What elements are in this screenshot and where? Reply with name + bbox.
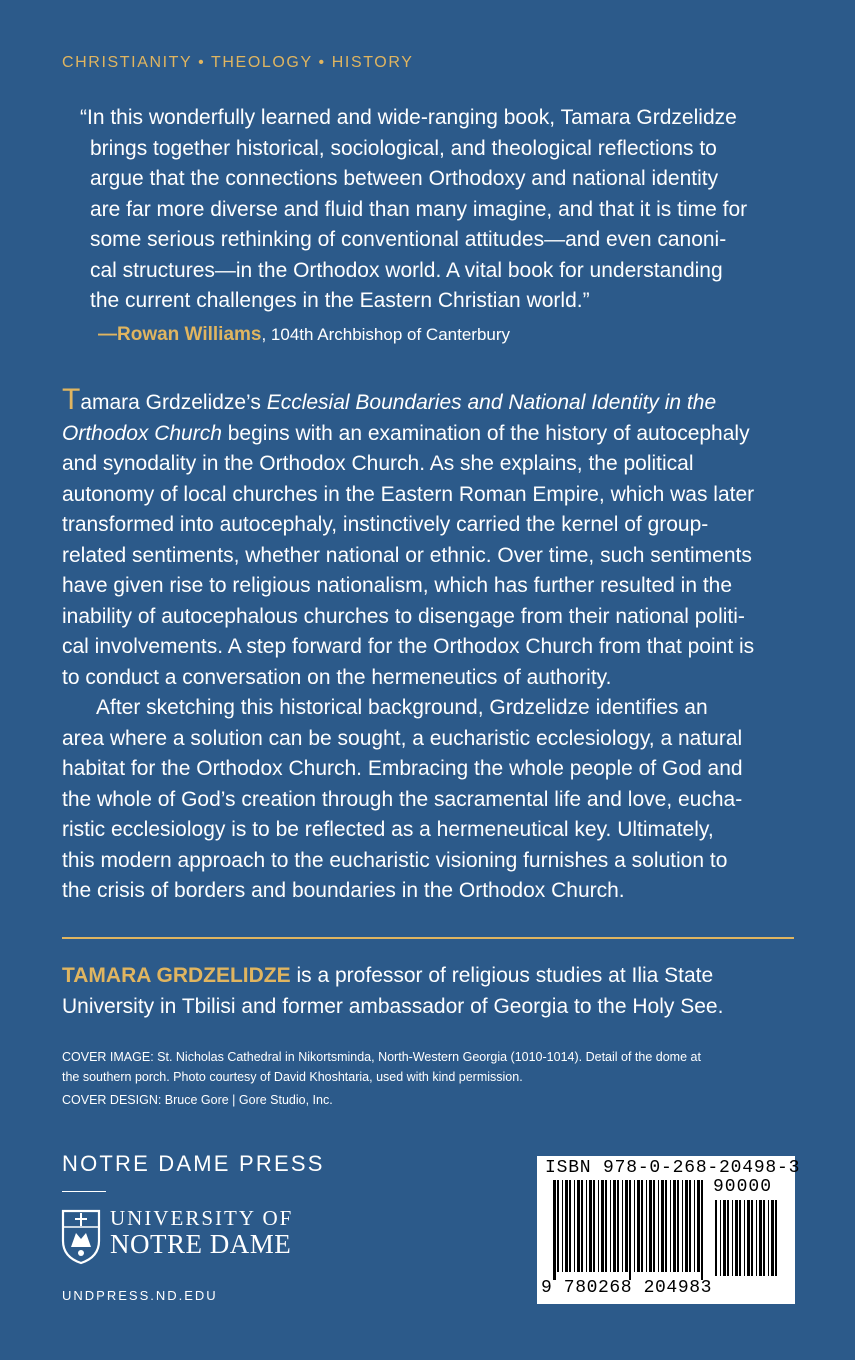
- barcode-bar: [593, 1180, 595, 1272]
- publisher-url: UNDPRESS.ND.EDU: [62, 1288, 218, 1303]
- cover-image-credit: the southern porch. Photo courtesy of David Khoshtaria, used with kind permission.: [62, 1070, 523, 1084]
- barcode-bar: [677, 1180, 679, 1272]
- barcode-bar: [723, 1200, 726, 1276]
- barcode-bar: [756, 1200, 757, 1276]
- barcode-bar: [751, 1200, 753, 1276]
- quote-line: are far more diverse and fluid than many imagine, and that it is time for: [90, 197, 748, 221]
- barcode-bar: [622, 1180, 623, 1272]
- quote-line: the current challenges in the Eastern Christian world.”: [90, 289, 590, 312]
- barcode-bar: [598, 1180, 599, 1272]
- barcode-bar: [565, 1180, 568, 1272]
- endorsement-quote: [80, 103, 790, 317]
- barcode-bar: [670, 1180, 671, 1272]
- publisher-divider: [62, 1191, 106, 1192]
- attribution-name: Rowan Williams: [117, 324, 262, 345]
- barcode-digits: 9 780268 204983: [541, 1278, 713, 1298]
- barcode-bar: [715, 1200, 717, 1276]
- category-label: CHRISTIANITY • THEOLOGY • HISTORY: [62, 54, 414, 71]
- description-line: ristic ecclesiology is to be reflected as a hermeneutical key. Ultimately,: [62, 818, 714, 841]
- barcode-bar: [605, 1180, 607, 1272]
- barcode-bar: [629, 1180, 631, 1280]
- wordmark-line: UNIVERSITY OF: [110, 1206, 294, 1230]
- barcode-bar: [694, 1180, 695, 1272]
- barcode-bar: [689, 1180, 691, 1272]
- description-line: cal involvements. A step forward for the Orthodox Church from that point is: [62, 635, 755, 658]
- author-name: TAMARA GRDZELIDZE: [62, 964, 291, 987]
- barcode-bar: [771, 1200, 774, 1276]
- barcode-bar: [634, 1180, 635, 1272]
- quote-attribution: [98, 324, 510, 346]
- barcode-bar: [577, 1180, 580, 1272]
- quote-line: argue that the connections between Orthodoxy and national identity: [90, 167, 719, 190]
- wordmark-line: NOTRE DAME: [110, 1229, 292, 1259]
- addon-barcode-bars: [715, 1200, 777, 1280]
- barcode-bar: [569, 1180, 571, 1272]
- description-line: and synodality in the Orthodox Church. As she explains, the political: [62, 452, 694, 475]
- barcode-bar: [673, 1180, 676, 1272]
- description-line: Tamara Grdzelidze’s Ecclesial Boundaries and National Identity in the: [62, 383, 717, 416]
- description-line: to conduct a conversation on the hermeneutics of authority.: [62, 665, 612, 689]
- isbn-label: ISBN 978-0-268-20498-3: [545, 1158, 801, 1178]
- barcode-bar: [661, 1180, 664, 1272]
- barcode-bar: [747, 1200, 750, 1276]
- barcode-bar: [574, 1180, 575, 1272]
- barcode-bar: [763, 1200, 765, 1276]
- drop-cap: T: [62, 383, 81, 416]
- bio-line: University in Tbilisi and former ambassador of Georgia to the Holy See.: [62, 995, 724, 1018]
- description-line: After sketching this historical background, Grdzelidze identifies an: [96, 696, 708, 719]
- barcode-bar: [665, 1180, 667, 1272]
- barcode-bar: [727, 1200, 729, 1276]
- barcode-bar: [649, 1180, 652, 1272]
- price-addon-label: 90000: [713, 1177, 773, 1197]
- book-title: Orthodox Church: [62, 421, 222, 445]
- quote-line: some serious rethinking of conventional attitudes—and even canoni-: [90, 228, 727, 251]
- attribution-dash: —: [98, 324, 117, 345]
- quote-line: brings together historical, sociological, and theological reflections to: [90, 136, 717, 160]
- barcode-bar: [720, 1200, 721, 1276]
- barcode-bar: [775, 1200, 777, 1276]
- publisher-name: NOTRE DAME PRESS: [62, 1151, 325, 1176]
- barcode-bar: [646, 1180, 647, 1272]
- barcode-bars: [553, 1180, 703, 1280]
- barcode-bar: [557, 1180, 559, 1272]
- barcode-bar: [697, 1180, 700, 1272]
- barcode-bar: [601, 1180, 604, 1272]
- description-line: area where a solution can be sought, a eucharistic ecclesiology, a natural: [62, 726, 743, 750]
- author-bio: [62, 960, 802, 1022]
- barcode-bar: [641, 1180, 643, 1272]
- barcode-bar: [685, 1180, 688, 1272]
- barcode-bar: [744, 1200, 745, 1276]
- barcode-bar: [732, 1200, 733, 1276]
- book-title: Ecclesial Boundaries and National Identity in the: [266, 391, 717, 414]
- isbn-barcode: [537, 1156, 801, 1304]
- description-line: this modern approach to the eucharistic visioning furnishes a solution to: [62, 848, 728, 872]
- barcode-bar: [768, 1200, 769, 1276]
- barcode-bar: [610, 1180, 611, 1272]
- cover-credits: [62, 1047, 802, 1110]
- section-divider: [62, 937, 794, 939]
- cover-image-credit: COVER IMAGE: St. Nicholas Cathedral in Nikortsminda, North-Western Georgia (1010-1014). Detail of the dome at: [62, 1050, 701, 1064]
- barcode-bar: [589, 1180, 592, 1272]
- quote-line: “In this wonderfully learned and wide-ranging book, Tamara Grdzelidze: [80, 106, 737, 129]
- barcode-bar: [553, 1180, 556, 1280]
- description-line: have given rise to religious nationalism, which has further resulted in the: [62, 574, 733, 597]
- barcode-bar: [735, 1200, 738, 1276]
- quote-line: cal structures—in the Orthodox world. A vital book for understanding: [90, 258, 723, 282]
- university-wordmark: [110, 1206, 293, 1258]
- barcode-bar: [701, 1180, 703, 1280]
- description-line: Orthodox Church begins with an examination of the history of autocephaly: [62, 421, 750, 445]
- barcode-bar: [581, 1180, 583, 1272]
- description-line: inability of autocephalous churches to disengage from their national politi-: [62, 604, 745, 628]
- barcode-bar: [637, 1180, 640, 1272]
- description-line: autonomy of local churches in the Eastern Roman Empire, which was later: [62, 482, 755, 506]
- barcode-bar: [586, 1180, 587, 1272]
- description-line: related sentiments, whether national or ethnic. Over time, such sentiments: [62, 543, 752, 567]
- barcode-bar: [658, 1180, 659, 1272]
- book-description: [62, 383, 802, 907]
- description-line: transformed into autocephaly, instinctively carried the kernel of group-: [62, 513, 709, 536]
- barcode-bar: [682, 1180, 683, 1272]
- barcode-bar: [562, 1180, 563, 1272]
- barcode-bar: [625, 1180, 628, 1272]
- description-line: the crisis of borders and boundaries in the Orthodox Church.: [62, 879, 625, 902]
- university-shield-icon: [60, 1207, 102, 1270]
- description-line: the whole of God’s creation through the sacramental life and love, eucha-: [62, 787, 743, 811]
- bio-line: TAMARA GRDZELIDZE is a professor of religious studies at Ilia State: [62, 964, 714, 987]
- attribution-title: , 104th Archbishop of Canterbury: [261, 325, 511, 344]
- barcode-bar: [653, 1180, 655, 1272]
- barcode-bar: [613, 1180, 616, 1272]
- barcode-bar: [739, 1200, 741, 1276]
- barcode-bar: [759, 1200, 762, 1276]
- barcode-bar: [617, 1180, 619, 1272]
- description-line: habitat for the Orthodox Church. Embracing the whole people of God and: [62, 757, 743, 780]
- cover-design-credit: COVER DESIGN: Bruce Gore | Gore Studio, Inc.: [62, 1093, 333, 1107]
